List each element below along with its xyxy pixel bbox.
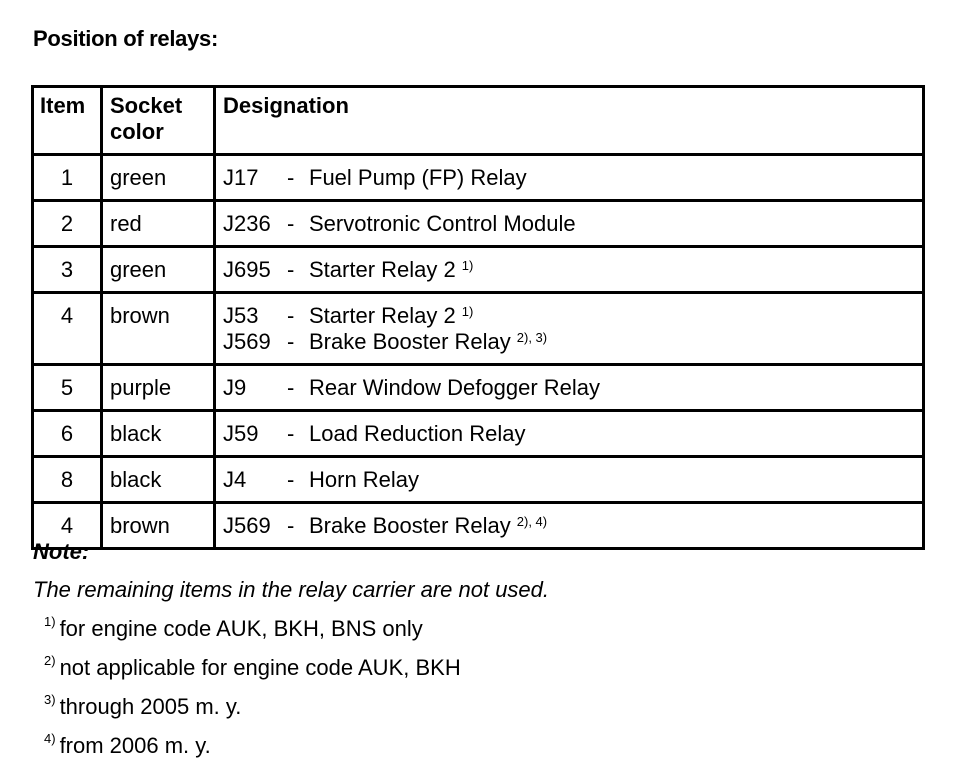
designation [216,504,922,547]
table-row [34,245,922,291]
relay-name [309,303,473,329]
relay-code: J569 [223,513,271,538]
table-row [34,363,922,409]
relay-name-text: Starter Relay 2 [309,257,456,282]
relay-name-text: Load Reduction Relay [309,421,526,446]
relay-name-text: Horn Relay [309,467,420,492]
relay-name [309,257,473,283]
relay-name-text: Fuel Pump (FP) Relay [309,165,527,190]
footnote-item [44,694,461,733]
socket-color: black [103,412,216,455]
table-row [34,291,922,363]
socket-color: purple [103,366,216,409]
table-row [34,153,922,199]
separator-dash: - [287,257,295,282]
designation-line [223,257,922,283]
separator-dash: - [287,421,295,446]
designation-line [223,211,922,237]
table-row [34,199,922,245]
socket-color: black [103,458,216,501]
relay-code: J569 [223,329,271,354]
table-row [34,409,922,455]
relay-name-text: Brake Booster Relay [309,329,511,354]
designation [216,248,922,291]
header-socket-color-line2: color [110,119,164,144]
relay-name-text: Rear Window Defogger Relay [309,375,601,400]
separator-dash: - [287,513,295,538]
footnote-text: through 2005 m. y. [59,694,242,719]
socket-color: brown [103,504,216,547]
designation-line [223,165,922,191]
page-title: Position of relays: [33,26,219,51]
designation [216,156,922,199]
designation [216,366,922,409]
header-designation: Designation [223,93,349,118]
socket-color: red [103,202,216,245]
designation [216,294,922,363]
footnote-item [44,616,461,655]
relay-code: J695 [223,257,271,282]
separator-dash: - [287,329,295,354]
relay-code: J4 [223,467,247,492]
footnote-mark: 1) [44,614,56,629]
socket-color: green [103,156,216,199]
relay-name [309,165,527,191]
table-header-row [34,88,922,153]
designation [216,412,922,455]
footnote-item [44,733,461,772]
table-row [34,455,922,501]
designation-line [223,303,922,329]
relay-code: J17 [223,165,259,190]
header-item: Item [34,88,103,153]
separator-dash: - [287,303,295,328]
designation [216,202,922,245]
relay-name [309,329,547,355]
item-number: 5 [34,366,103,409]
separator-dash: - [287,375,295,400]
footnote-item [44,655,461,694]
relay-name [309,375,600,401]
note-text: The remaining items in the relay carrier are not used. [33,577,550,602]
relay-code: J53 [223,303,259,328]
table-row [34,501,922,547]
table-body [34,153,922,547]
designation-line [223,467,922,493]
designation-line [223,375,922,401]
item-number: 6 [34,412,103,455]
relay-name-text: Brake Booster Relay [309,513,511,538]
separator-dash: - [287,165,295,190]
footnote-mark: 4) [44,731,56,746]
relay-name [309,513,547,539]
footnote-text: for engine code AUK, BKH, BNS only [59,616,423,641]
relay-name-text: Starter Relay 2 [309,303,456,328]
relay-name [309,421,525,447]
designation-line [223,329,922,355]
relay-name-text: Servotronic Control Module [309,211,576,236]
relay-code: J9 [223,375,247,400]
item-number: 2 [34,202,103,245]
footnote-mark: 2) [44,653,56,668]
header-socket-color [103,88,216,153]
designation-line [223,513,922,539]
item-number: 3 [34,248,103,291]
footnotes [44,616,461,772]
socket-color: green [103,248,216,291]
item-number: 1 [34,156,103,199]
footnote-ref: 2), 4) [516,514,548,529]
header-socket-color-line1: Socket [110,93,183,118]
footnote-ref: 1) [461,304,474,319]
note-title: Note: [33,539,90,564]
relay-code: J236 [223,211,271,236]
item-number: 8 [34,458,103,501]
footnote-text: from 2006 m. y. [59,733,211,758]
item-number: 4 [34,294,103,363]
designation [216,458,922,501]
footnote-mark: 3) [44,692,56,707]
item-number: 4 [34,504,103,547]
footnote-text: not applicable for engine code AUK, BKH [59,655,461,680]
socket-color: brown [103,294,216,363]
separator-dash: - [287,467,295,492]
designation-line [223,421,922,447]
relay-name [309,211,576,237]
relay-code: J59 [223,421,259,446]
footnote-ref: 1) [461,258,474,273]
separator-dash: - [287,211,295,236]
relay-name [309,467,419,493]
relay-table [31,85,925,550]
footnote-ref: 2), 3) [516,330,548,345]
